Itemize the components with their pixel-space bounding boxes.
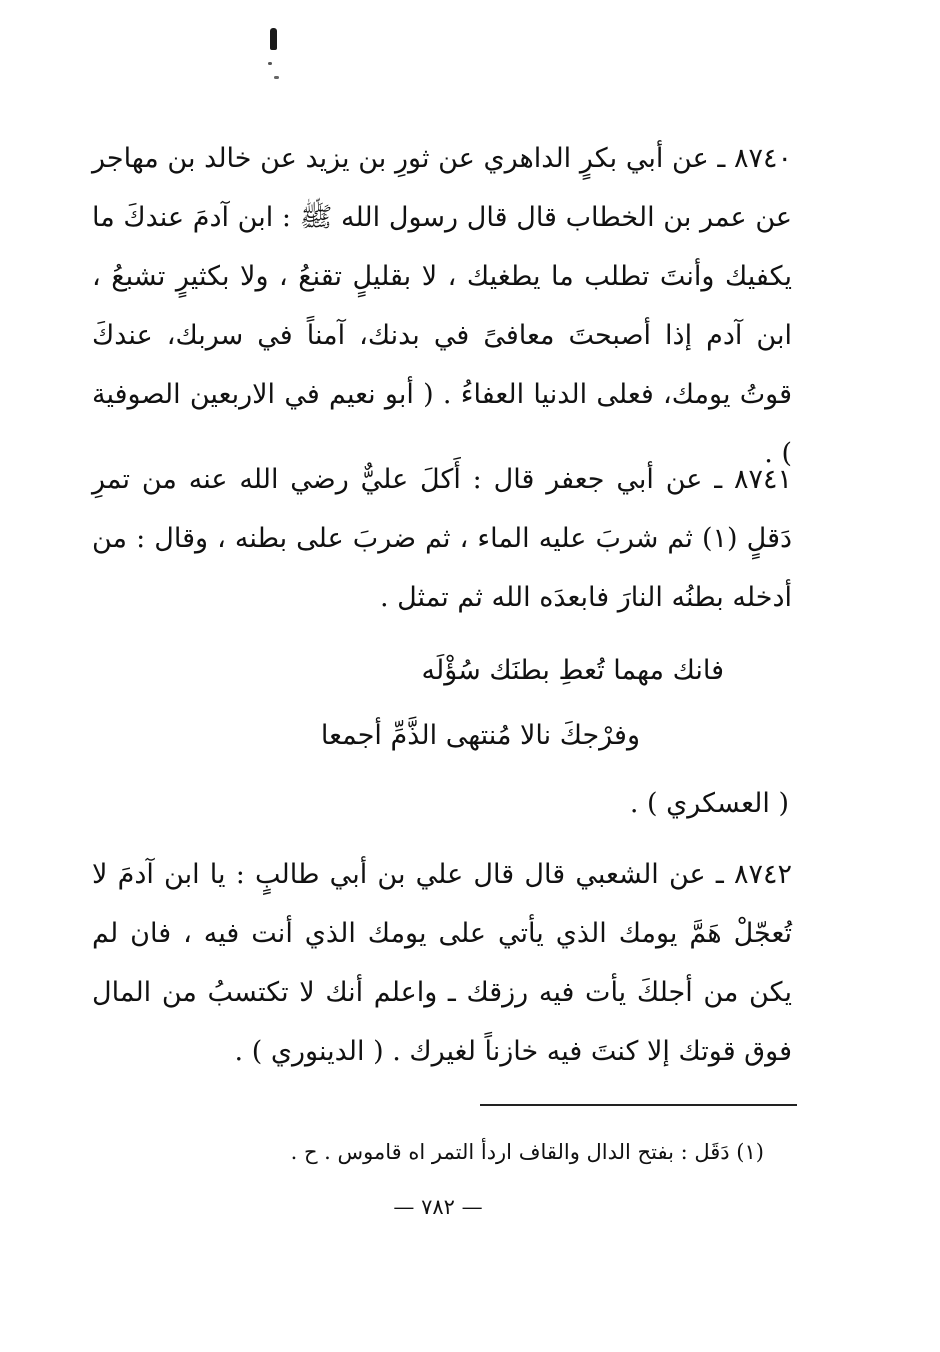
hadith-8742: ٨٧٤٢ ـ عن الشعبي قال قال علي بن أبي طالبٍ : يا ابن آدمَ لا تُعجّلْ هَمَّ يومك الذي يأتي على يومك الذي أنت فيه ، فان لم يكن من أجلكَ يأت فيه رزقك ـ واعلم أنك لا تكتسبُ من المال فوق قوتك إلا كنتَ فيه خازناً لغيرك . ( الدينوري ) . (92, 859, 792, 1067)
footnote: (١) دَقَل : بفتح الدال والقاف اردأ التمر اه قاموس . ح . (290, 1140, 764, 1164)
verse-line-2: وفرْجكَ نالا مُنتهى الذَّمِّ أجمعا (320, 720, 640, 751)
verse-line-1: فانك مهما تُعطِ بطنَك سُؤْلَه (421, 655, 724, 686)
ink-speck (268, 62, 272, 65)
hadith-8740: ٨٧٤٠ ـ عن أبي بكرٍ الداهري عن ثورِ بن يزيد عن خالد بن مهاجر عن عمر بن الخطاب قال قال رسول الله ﷺ : ابن آدمَ عندكَ ما يكفيك وأنتَ تطلب ما يطغيك ، لا بقليلٍ تقنعُ ، ولا بكثيرٍ تشبعُ ، ابن آدم إذا أصبحتَ معافىً في بدنك، آمناً في سربك، عندكَ قوتُ يومك، فعلى الدنيا العفاءُ . ( أبو نعيم في الاربعين الصوفية ) . (92, 143, 792, 469)
verse-attribution: ( العسكري ) . (629, 788, 789, 819)
ink-blot (270, 28, 277, 50)
footnote-divider (480, 1104, 797, 1106)
page-number: — ٧٨٢ — (393, 1195, 483, 1219)
hadith-8741: ٨٧٤١ ـ عن أبي جعفر قال : أَكلَ عليٌّ رضي الله عنه من تمرِ دَقلٍ (١) ثم شربَ عليه الماء ، ثم ضربَ على بطنه ، وقال : من أدخله بطنُه النارَ فابعدَه الله ثم تمثل . (92, 464, 792, 613)
ink-speck (274, 76, 279, 79)
ink-mark (266, 28, 282, 84)
